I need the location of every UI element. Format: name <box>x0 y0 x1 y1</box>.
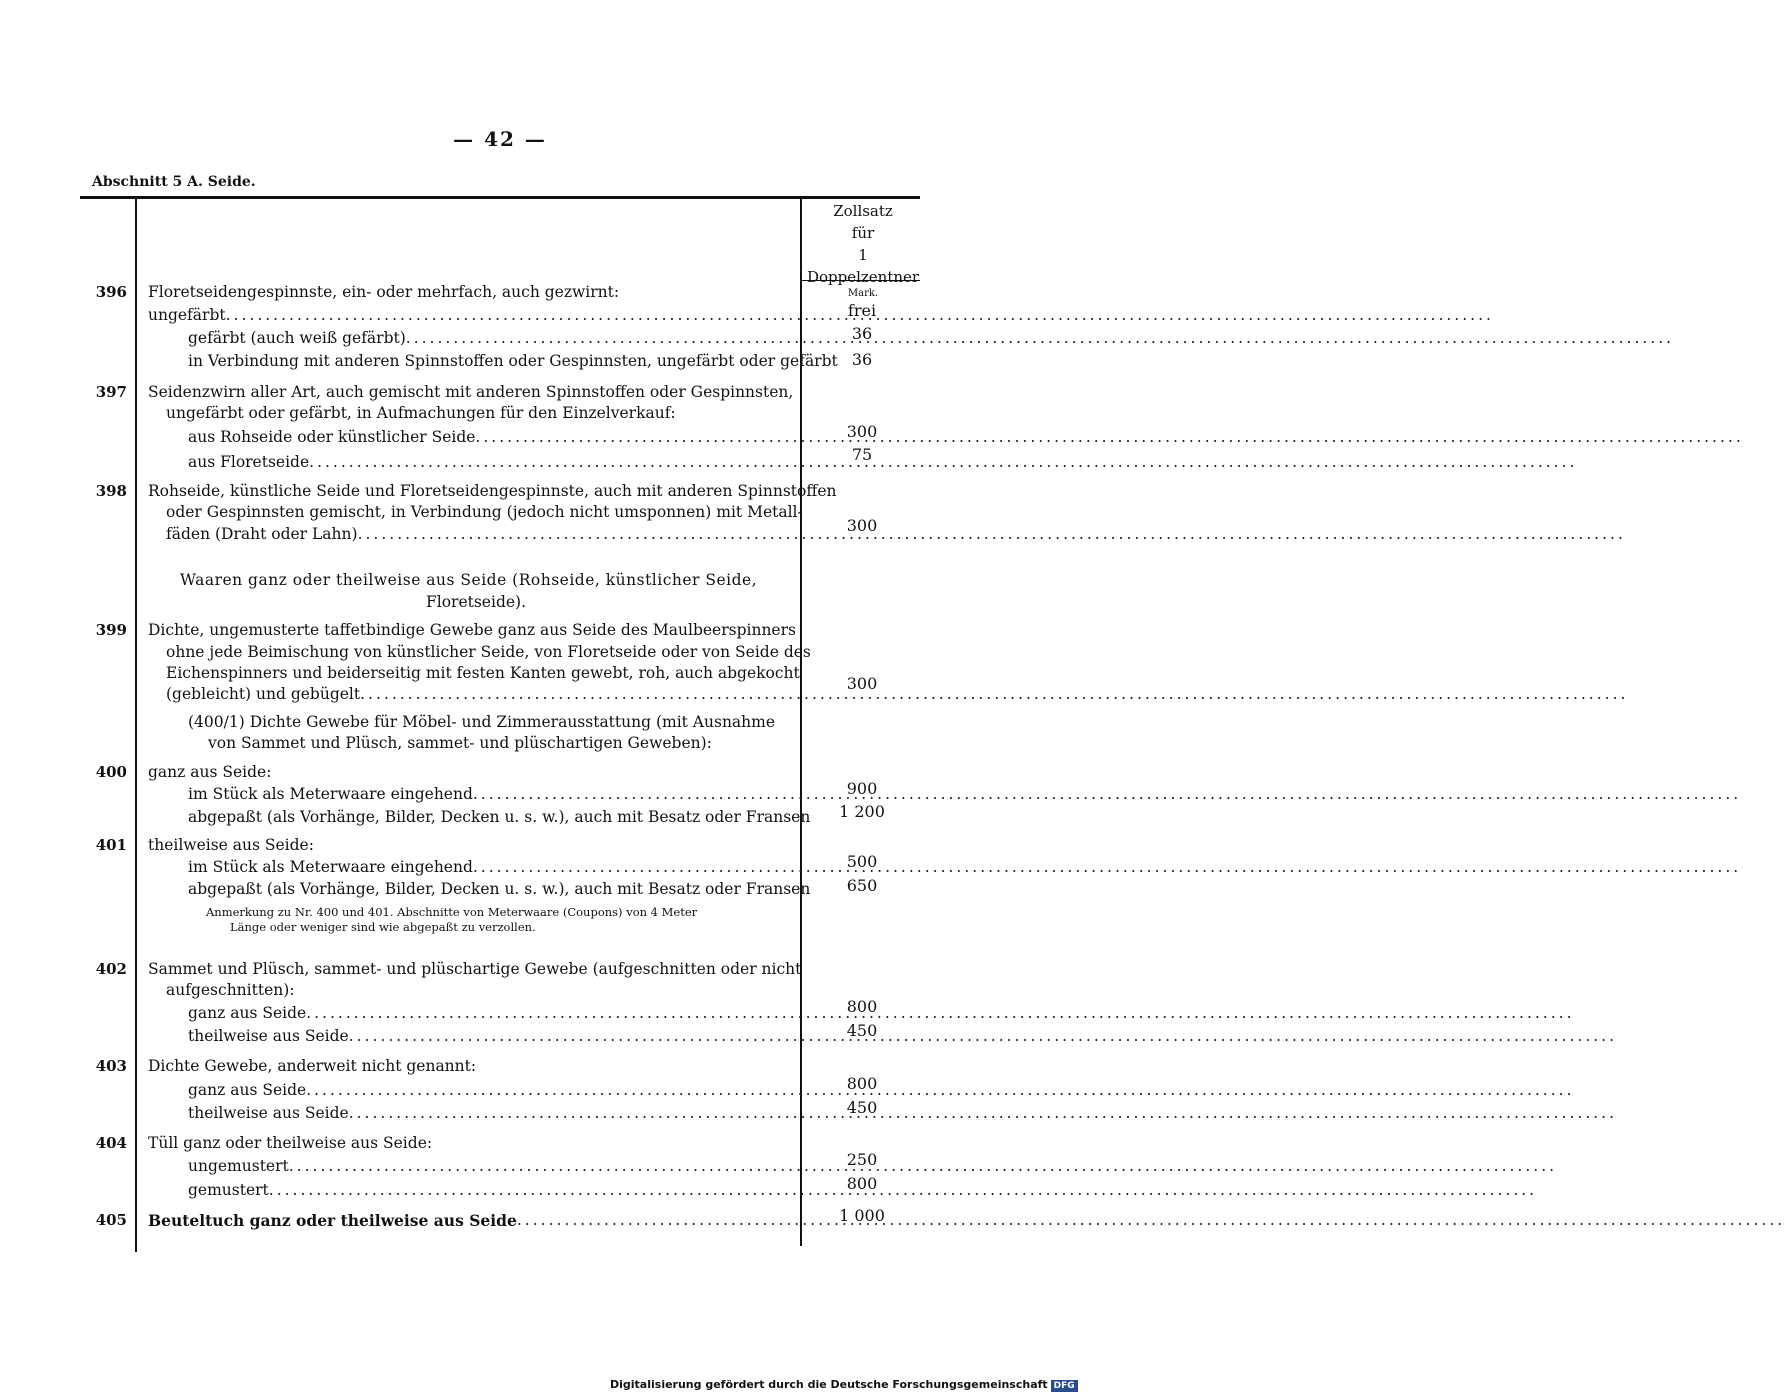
tariff-item-text: abgepaßt (als Vorhänge, Bilder, Decken u. s. w.), auch mit Besatz oder Fransen <box>188 880 811 898</box>
leader-dots <box>309 453 1577 471</box>
tariff-item-text: ungefärbt <box>148 306 226 324</box>
tariff-subheading: von Sammet und Plüsch, sammet- und plüschartigen Geweben): <box>208 734 712 752</box>
tariff-item-text: in Verbindung mit anderen Spinnstoffen oder Gespinnsten, ungefärbt oder gefärbt <box>188 352 838 370</box>
tariff-item-text: aus Floretseide <box>188 453 310 471</box>
number-column-rule <box>135 199 137 1252</box>
tariff-item-line <box>188 453 793 471</box>
duty-rate: 1 200 <box>839 802 885 821</box>
leader-dots <box>349 1104 1617 1122</box>
tariff-item-text: aufgeschnitten): <box>166 981 295 999</box>
tariff-item-text: theilweise aus Seide <box>188 1027 349 1045</box>
tariff-item-line <box>188 428 793 446</box>
duty-rate: 300 <box>846 422 878 441</box>
tariff-item-text: ohne jede Beimischung von künstlicher Seide, von Floretseide oder von Seide des <box>166 643 811 661</box>
tariff-item-text: ungefärbt oder gefärbt, in Aufmachungen für den Einzelverkauf: <box>166 404 676 422</box>
duty-rate: 1 000 <box>839 1206 885 1225</box>
tariff-item-text: Rohseide, künstliche Seide und Floretseidengespinnste, auch mit anderen Spinnstoffen <box>148 482 837 500</box>
duty-rate: 500 <box>846 852 878 871</box>
tariff-item-text: aus Rohseide oder künstlicher Seide <box>188 428 476 446</box>
duty-rate: 800 <box>846 997 878 1016</box>
column-header-line: 1 Doppelzentner <box>806 246 920 286</box>
tariff-item-text: gefärbt (auch weiß gefärbt) <box>188 329 406 347</box>
duty-rate: 75 <box>851 445 873 464</box>
duty-rate: 800 <box>846 1074 878 1093</box>
tariff-item-line <box>188 329 793 347</box>
tariff-item-text: im Stück als Meterwaare eingehend <box>188 858 473 876</box>
top-rule <box>80 196 920 199</box>
duty-rate: 650 <box>846 876 878 895</box>
tariff-item-text: Dichte Gewebe, anderweit nicht genannt: <box>148 1057 477 1075</box>
tariff-item-text: (gebleicht) und gebügelt <box>166 685 361 703</box>
leader-dots <box>306 1004 1574 1022</box>
tariff-item-text: im Stück als Meterwaare eingehend <box>188 785 473 803</box>
digitization-credit <box>610 1378 1075 1392</box>
tariff-item-line <box>188 1157 793 1175</box>
credit-text: Digitalisierung gefördert durch die Deutsche Forschungsgemeinschaft <box>610 1378 1048 1391</box>
tariff-number-401: 401 <box>95 836 127 854</box>
tariff-number-400: 400 <box>95 763 127 781</box>
tariff-item-text: oder Gespinnsten gemischt, in Verbindung (jedoch nicht umsponnen) mit Metall- <box>166 503 803 521</box>
section-heading: Floretseide). <box>426 593 527 611</box>
page-number: — 42 — <box>453 127 547 151</box>
tariff-number-405: 405 <box>95 1211 127 1229</box>
leader-dots <box>473 858 1741 876</box>
tariff-item-line <box>148 1211 793 1230</box>
tariff-item-text: Beuteltuch ganz oder theilweise aus Seide <box>148 1211 517 1230</box>
leader-dots <box>349 1027 1617 1045</box>
column-header-line: Zollsatz <box>833 202 893 220</box>
tariff-item-line <box>188 858 793 876</box>
tariff-item-text: ganz aus Seide: <box>148 763 272 781</box>
leader-dots <box>406 329 1674 347</box>
tariff-item-text: fäden (Draht oder Lahn) <box>166 525 358 543</box>
leader-dots <box>306 1081 1574 1099</box>
tariff-item-text: Eichenspinners und beiderseitig mit festen Kanten gewebt, roh, auch abgekocht <box>166 664 800 682</box>
tariff-number-396: 396 <box>95 283 127 301</box>
tariff-item-text: ganz aus Seide <box>188 1081 307 1099</box>
tariff-item-line <box>148 306 793 324</box>
tariff-number-397: 397 <box>95 383 127 401</box>
section-title: Abschnitt 5 A. Seide. <box>92 174 256 190</box>
leader-dots <box>289 1157 1557 1175</box>
section-heading: Waaren ganz oder theilweise aus Seide (Rohseide, künstlicher Seide, <box>180 571 758 589</box>
rate-column-header <box>804 200 922 300</box>
tariff-number-399: 399 <box>95 621 127 639</box>
tariff-item-line <box>188 1104 793 1122</box>
tariff-item-text: Seidenzwirn aller Art, auch gemischt mit anderen Spinnstoffen oder Gespinnsten, <box>148 383 794 401</box>
duty-rate: 450 <box>846 1021 878 1040</box>
leader-dots <box>360 685 1628 703</box>
column-header-unit: Mark. <box>847 288 879 299</box>
tariff-number-402: 402 <box>95 960 127 978</box>
duty-rate: 300 <box>846 516 878 535</box>
tariff-item-line <box>166 685 793 703</box>
tariff-subheading: (400/1) Dichte Gewebe für Möbel- und Zimmerausstattung (mit Ausnahme <box>188 713 776 731</box>
tariff-item-text: gemustert <box>188 1181 269 1199</box>
annotation-note: Länge oder weniger sind wie abgepaßt zu verzollen. <box>230 920 536 934</box>
tariff-item-line <box>188 785 793 803</box>
duty-rate: 300 <box>846 674 878 693</box>
leader-dots <box>475 428 1743 446</box>
tariff-item-text: ganz aus Seide <box>188 1004 307 1022</box>
tariff-item-text: theilweise aus Seide <box>188 1104 349 1122</box>
duty-rate: 450 <box>846 1098 878 1117</box>
duty-rate: 36 <box>851 324 873 343</box>
tariff-item-line <box>166 525 793 543</box>
tariff-item-text: ungemustert <box>188 1157 289 1175</box>
leader-dots <box>517 1211 1785 1230</box>
tariff-item-text: abgepaßt (als Vorhänge, Bilder, Decken u. s. w.), auch mit Besatz oder Fransen <box>188 808 811 826</box>
leader-dots <box>358 525 1626 543</box>
tariff-number-403: 403 <box>95 1057 127 1075</box>
tariff-item-text: Tüll ganz oder theilweise aus Seide: <box>148 1134 433 1152</box>
tariff-number-404: 404 <box>95 1134 127 1152</box>
duty-rate: 900 <box>846 779 878 798</box>
duty-rate: 800 <box>846 1174 878 1193</box>
tariff-item-line <box>188 1181 793 1199</box>
duty-rate: 250 <box>846 1150 878 1169</box>
tariff-item-text: Sammet und Plüsch, sammet- und plüschartige Gewebe (aufgeschnitten oder nicht <box>148 960 802 978</box>
dfg-logo: DFG <box>1051 1380 1078 1392</box>
tariff-number-398: 398 <box>95 482 127 500</box>
tariff-item-text: Dichte, ungemusterte taffetbindige Gewebe ganz aus Seide des Maulbeerspinners <box>148 621 796 639</box>
tariff-item-line <box>188 1027 793 1045</box>
tariff-item-text: Floretseidengespinnste, ein- oder mehrfach, auch gezwirnt: <box>148 283 620 301</box>
header-rule <box>802 280 920 281</box>
duty-rate: 36 <box>851 350 873 369</box>
tariff-item-line <box>188 1004 793 1022</box>
tariff-item-line <box>188 1081 793 1099</box>
duty-rate: frei <box>847 301 877 320</box>
column-header-line: für <box>851 224 875 242</box>
tariff-item-text: theilweise aus Seide: <box>148 836 314 854</box>
annotation-note: Anmerkung zu Nr. 400 und 401. Abschnitte von Meterwaare (Coupons) von 4 Meter <box>206 905 698 919</box>
leader-dots <box>473 785 1741 803</box>
